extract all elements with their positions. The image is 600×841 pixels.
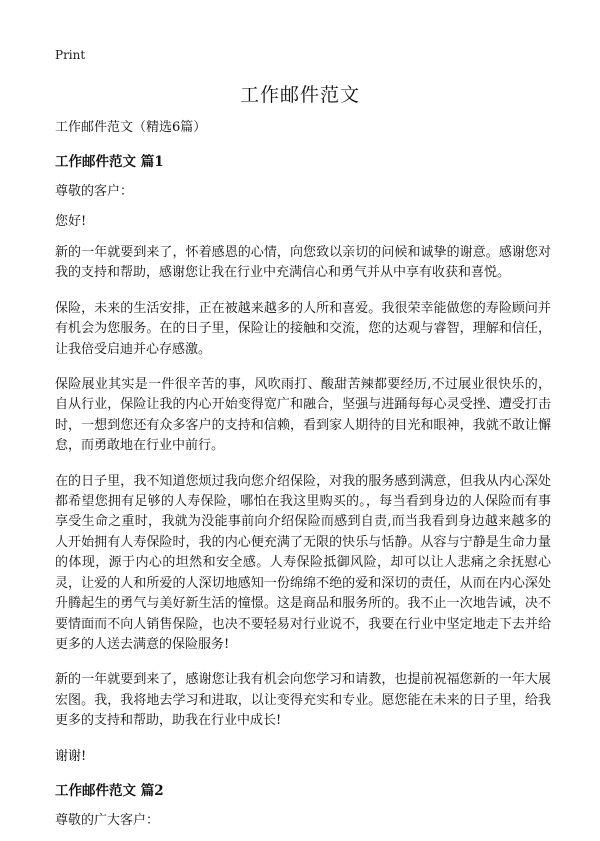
section-2-heading: 工作邮件范文 篇2: [55, 782, 164, 799]
section-1-heading: 工作邮件范文 篇1: [55, 154, 164, 170]
section-1-signoff: 谢谢!: [55, 748, 87, 764]
paragraph-2: 保险，未来的生活安排，正在被越来越多的人所和喜爱。我很荣幸能做您的寿险顾问并有机会为您服务。在的日子里，保险让的接触和交流，您的达观与睿智，理解和信任，让我倍受启迪并心存感激。: [55, 300, 551, 357]
document-subtitle: 工作邮件范文（精选6篇）: [55, 120, 207, 135]
section-1-hello: 您好!: [55, 214, 87, 229]
paragraph-5: 新的一年就要到来了，感谢您让我有机会向您学习和请教，也提前祝福您新的一年大展宏图。我，我将地去学习和进取，以让变得充实和专业。愿您能在未来的日子里，给我更多的支持和帮助，助我在行业中成长!: [55, 672, 551, 729]
paragraph-3: 保险展业其实是一件很辛苦的事，风吹雨打、酸甜苦辣都要经历,不过展业很快乐的，自从行业，保险让我的内心开始变得宽广和融合，坚强与进踊每每心灵受挫、遭受打击时，一想到您还有众多客户的支持和信赖，看到家人期待的目光和眼神，我就不敢让懈怠，而勇敢地在行业中前行。: [55, 377, 551, 454]
document-body: [55, 118, 551, 841]
page-title: 工作邮件范文: [239, 84, 360, 106]
paragraph-1: 新的一年就要到来了，怀着感恩的心情，向您致以亲切的问候和诚挚的谢意。感谢您对我的支持和帮助，感谢您让我在行业中充满信心和勇气并从中享有收获和喜悦。: [55, 245, 551, 281]
section-1-greeting: 尊敬的客户：: [55, 184, 134, 199]
print-label: Print: [55, 48, 86, 62]
section-2-greeting: 尊敬的广大客户：: [55, 812, 160, 828]
paragraph-4: 在的日子里，我不知道您烦过我向您介绍保险，对我的服务感到满意，但我从内心深处都希望您拥有足够的人寿保险，哪怕在我这里购买的。，每当看到身边的人保险而有事享受生命之重时，我就为没能事前向介绍保险而感到自责,而当我看到身边越来越多的人开始拥有人寿保险时，我的内心便充满了无限的快乐与恬静。从容与宁静是生命力量的体现，源于内心的坦然和安全感。人寿保险抵御风险，却可以让人悲痛之余抚慰心灵，让爱的人和所爱的人深切地感知一份绵绵不绝的爱和深切的责任，从而在内心深处升腾起生的勇气与美好新生活的憧憬。这是商品和服务所的。我不止一次地告诫，决不要情面而不向人销售保险，也决不要轻易对行业说不，我要在行业中坚定地走下去并给更多的人送去满意的保险服务!: [55, 473, 551, 652]
